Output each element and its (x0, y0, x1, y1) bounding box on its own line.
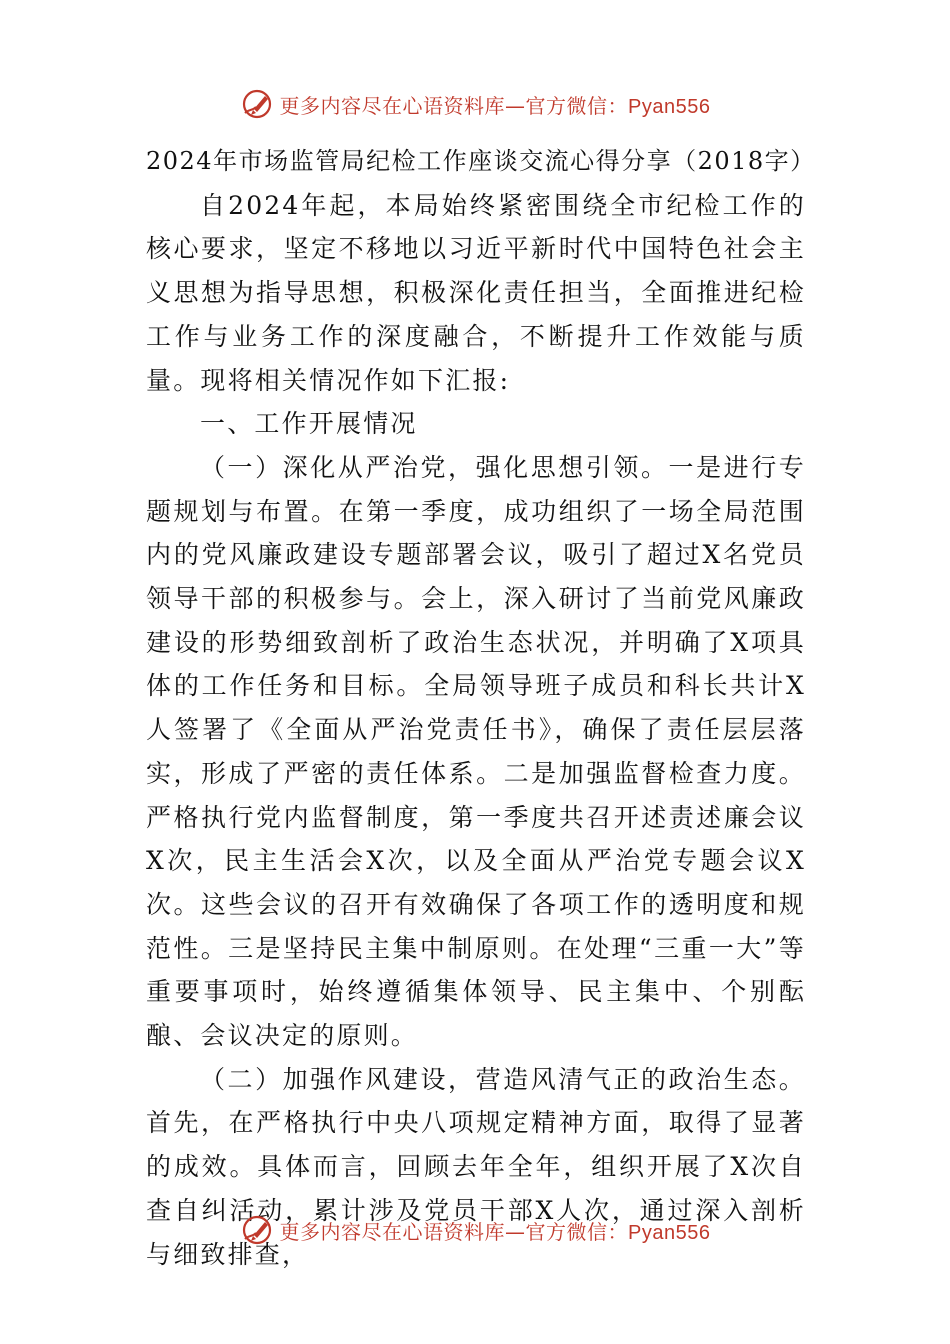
footer-banner-slogan: 更多内容尽在心语资料库 (279, 1219, 506, 1244)
header-banner-dash: — (505, 93, 526, 118)
paragraph-section-2: （二）加强作风建设，营造风清气正的政治生态。首先，在严格执行中央八项规定精神方面，取得了显著的成效。具体而言，回顾去年全年，组织开展了X次自查自纠活动，累计涉及党员干部X人次，通过深入剖析与细致排查， (146, 1064, 806, 1269)
footer-banner (0, 1210, 950, 1250)
header-banner (0, 84, 950, 124)
section-heading: 一、工作开展情况 (200, 409, 418, 439)
footer-banner-dash: — (505, 1219, 526, 1244)
footer-banner-text (280, 1216, 711, 1245)
header-banner-slogan: 更多内容尽在心语资料库 (279, 93, 506, 118)
footer-banner-handle: Pyan556 (628, 1221, 711, 1244)
header-banner-label: 官方微信： (525, 93, 629, 118)
document-title: 2024年市场监管局纪检工作座谈交流心得分享（2018字） (146, 147, 816, 175)
pen-nib-circle-icon (240, 87, 274, 121)
document-body (146, 140, 816, 1276)
pen-nib-circle-icon (240, 1213, 274, 1247)
footer-banner-label: 官方微信： (525, 1219, 629, 1244)
paragraph-section-1: （一）深化从严治党，强化思想引领。一是进行专题规划与布置。在第一季度，成功组织了一场全局范围内的党风廉政建设专题部署会议，吸引了超过X名党员领导干部的积极参与。会上，深入研讨了当前党风廉政建设的形势细致剖析了政治生态状况，并明确了X项具体的工作任务和目标。全局领导班子成员和科长共计X人签署了《全面从严治党责任书》，确保了责任层层落实，形成了严密的责任体系。二是加强监督检查力度。严格执行党内监督制度，第一季度共召开述责述廉会议X次，民主生活会X次，以及全面从严治党专题会议X次。这些会议的召开有效确保了各项工作的透明度和规范性。三是坚持民主集中制原则。在处理“三重一大”等重要事项时，始终遵循集体领导、民主集中、个别酝酿、会议决定的原则。 (146, 452, 806, 1051)
header-banner-handle: Pyan556 (628, 95, 711, 118)
header-banner-text (280, 90, 711, 119)
paragraph-intro: 自2024年起，本局始终紧密围绕全市纪检工作的核心要求，坚定不移地以习近平新时代中国特色社会主义思想为指导思想，积极深化责任担当，全面推进纪检工作与业务工作的深度融合，不断提升工作效能与质量。现将相关情况作如下汇报: (146, 190, 806, 395)
